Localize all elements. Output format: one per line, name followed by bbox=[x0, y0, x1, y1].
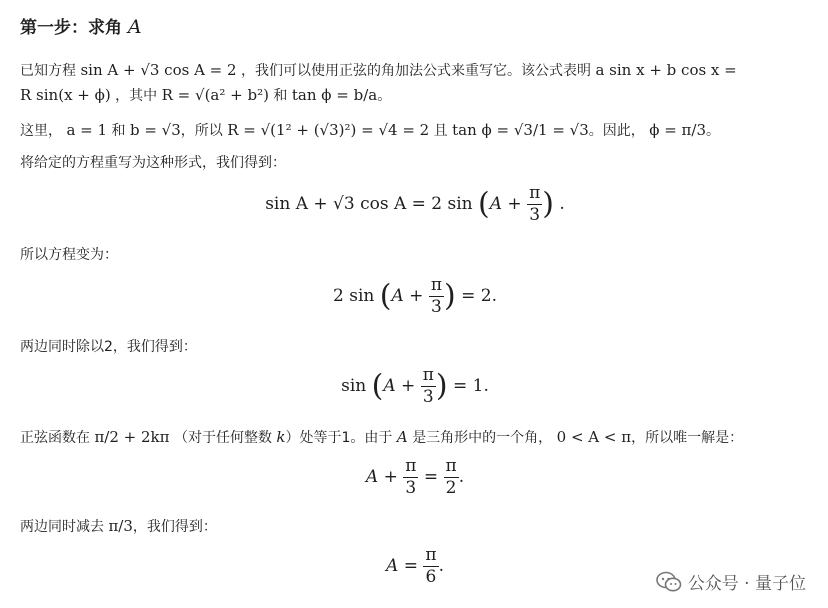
p1-eq-2: a sin x + b cos x = bbox=[595, 61, 737, 79]
p6-eq-2: k bbox=[276, 428, 286, 446]
d2-inner: A + bbox=[391, 286, 424, 306]
display-equation-3: sin (A + $\frac{\pi}{3}$ ) = 1. bbox=[341, 365, 489, 407]
display-equation-2: 2 sin (A + $\frac{\pi}{3}$ ) = 2. bbox=[333, 275, 497, 317]
d2-end: = 2. bbox=[461, 286, 497, 306]
d4-mid: = bbox=[423, 467, 439, 487]
p2-text-1: 这里， bbox=[20, 123, 62, 139]
paragraph-7 bbox=[20, 514, 810, 539]
p1-text-2: ，我们可以使用正弦的角加法公式来重写它。该公式表明 bbox=[241, 63, 592, 79]
p1-text-3: ，其中 bbox=[115, 88, 158, 104]
paragraph-1 bbox=[20, 58, 810, 108]
d4-end: . bbox=[458, 467, 465, 487]
d4-left: A + bbox=[365, 467, 398, 487]
p1-eq-3: R sin(x + ϕ) bbox=[20, 86, 111, 104]
paragraph-2 bbox=[20, 118, 810, 143]
display-equation-1: sin A + √3 cos A = 2 sin (A + $\frac{\pi}{3}$ ) . bbox=[265, 183, 565, 225]
p2-text-6: 。 bbox=[706, 123, 721, 139]
display-equation-4 bbox=[20, 458, 810, 506]
p1-eq-1: sin A + √3 cos A = 2 bbox=[80, 61, 237, 79]
d1-fraction: $\frac{\pi}{3}$ bbox=[529, 183, 541, 225]
p1-text-1: 已知方程 bbox=[20, 63, 76, 79]
p6-eq-4: 0 < A < π bbox=[556, 428, 632, 446]
p2-text-5: 。因此， bbox=[588, 123, 645, 139]
p7-text-1: 两边同时减去 bbox=[20, 519, 104, 535]
d1-left: sin A + √3 cos A = 2 sin bbox=[265, 194, 473, 214]
watermark bbox=[656, 569, 806, 594]
d5-end: . bbox=[438, 556, 444, 576]
p2-eq-4: tan ϕ = √3/1 = √3 bbox=[452, 121, 589, 139]
d5-left: A = bbox=[386, 556, 418, 576]
p6-text-5: ，所以唯一解是： bbox=[631, 430, 744, 446]
p6-text-3: ）处等于1。由于 bbox=[285, 430, 393, 446]
paragraph-6 bbox=[20, 425, 810, 450]
d3-left: sin bbox=[341, 376, 367, 396]
p2-eq-3: R = √(1² + (√3)²) = √4 = 2 bbox=[227, 121, 430, 139]
p1-text-4: 和 bbox=[273, 88, 288, 104]
d1-inner: A + bbox=[489, 194, 522, 214]
step-heading-label: 第一步：求角 bbox=[20, 18, 122, 38]
d3-fraction: $\frac{\pi}{3}$ bbox=[422, 365, 434, 407]
d4-fraction-2: $\frac{\pi}{2}$ bbox=[445, 456, 457, 498]
paragraph-5: 两边同时除以2，我们得到： bbox=[20, 339, 197, 355]
d2-left: 2 sin bbox=[333, 286, 375, 306]
step-heading-var: A bbox=[127, 16, 142, 38]
d2-fraction: $\frac{\pi}{3}$ bbox=[430, 275, 442, 317]
p7-text-2: ，我们得到： bbox=[132, 519, 217, 535]
wechat-icon bbox=[656, 571, 682, 593]
p6-eq-1: π/2 + 2kπ bbox=[94, 428, 170, 446]
p1-text-5: 。 bbox=[377, 88, 392, 104]
p6-text-2: （对于任何整数 bbox=[173, 430, 272, 446]
p2-eq-1: a = 1 bbox=[66, 121, 108, 139]
p6-eq-3: A bbox=[396, 428, 408, 446]
paragraph-3: 将给定的方程重写为这种形式，我们得到： bbox=[20, 155, 286, 171]
watermark-text: 公众号 · 量子位 bbox=[687, 574, 806, 594]
p6-text-4: 是三角形中的一个角， bbox=[412, 430, 553, 446]
paragraph-4: 所以方程变为： bbox=[20, 247, 118, 263]
d3-inner: A + bbox=[383, 376, 416, 396]
p6-text-1: 正弦函数在 bbox=[20, 430, 90, 446]
p2-text-4: 且 bbox=[433, 123, 448, 139]
d5-fraction: $\frac{\pi}{6}$ bbox=[425, 545, 437, 587]
d4-fraction-1: $\frac{\pi}{3}$ bbox=[405, 456, 417, 498]
document-body bbox=[20, 10, 810, 595]
p2-eq-2: b = √3 bbox=[129, 121, 181, 139]
p1-eq-4: R = √(a² + b²) bbox=[161, 86, 269, 104]
d3-end: = 1. bbox=[453, 376, 489, 396]
step-heading bbox=[20, 10, 810, 44]
p7-eq-1: π/3 bbox=[108, 517, 133, 535]
d1-end: . bbox=[559, 194, 565, 214]
p2-eq-5: ϕ = π/3 bbox=[649, 121, 707, 139]
p1-eq-5: tan ϕ = b/a bbox=[291, 86, 378, 104]
p2-text-3: ，所以 bbox=[180, 123, 223, 139]
p2-text-2: 和 bbox=[111, 123, 126, 139]
